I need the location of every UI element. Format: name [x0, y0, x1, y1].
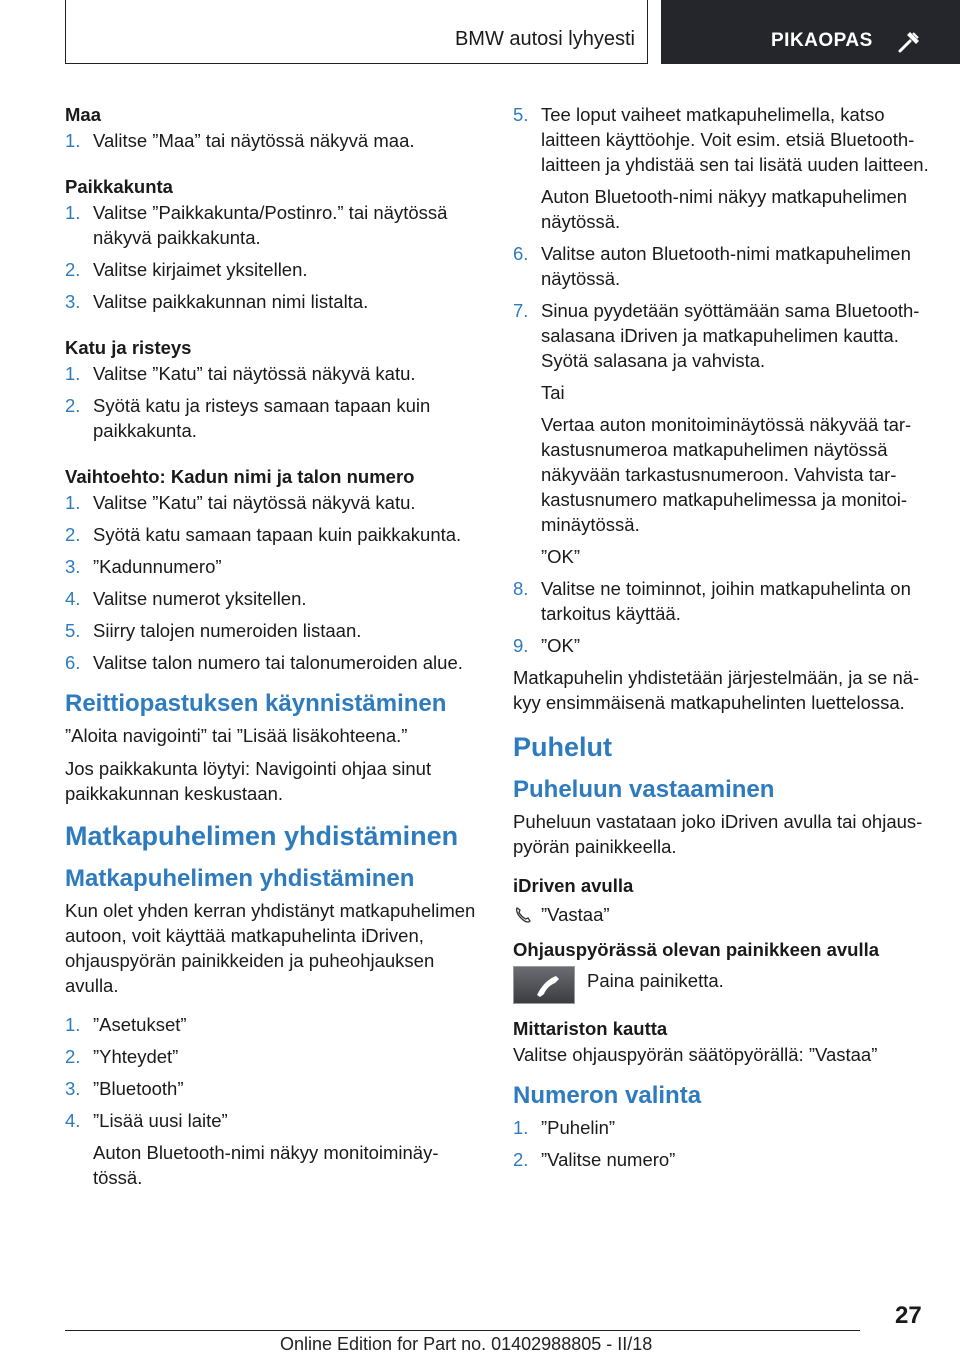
- paragraph: Puheluun vastataan joko iDriven avulla tai ohjauspyörän painikkeella.: [513, 811, 923, 857]
- wheel-action: Paina painiketta.: [587, 970, 724, 991]
- list-steps-8-9: [513, 576, 933, 658]
- list-item: 3. ”Bluetooth”: [65, 1078, 184, 1099]
- subheading-cluster: Mittariston kautta: [513, 1018, 668, 1039]
- list-maa: [65, 128, 477, 153]
- right-column: [513, 102, 933, 1179]
- phone-button-icon: [513, 966, 575, 1004]
- step-ok: ”OK”: [541, 546, 581, 567]
- list-item: 1. Valitse ”Katu” tai näytössä näkyvä katu.: [65, 492, 416, 513]
- step-or: Tai: [541, 382, 565, 403]
- heading-vastaaminen: Puheluun vastaaminen: [513, 776, 775, 803]
- subheading-katu: Katu ja risteys: [65, 337, 192, 358]
- paragraph: Kun olet yhden kerran yhdistänyt matkapuhelimen autoon, voit käyttää matkapuhelinta iDriven, ohjauspyörän painikkeiden ja puheohjauksen avulla.: [65, 900, 476, 996]
- heading-yhdistaminen: Matkapuhelimen yhdistäminen: [65, 865, 415, 892]
- list-item: 7. Sinua pyydetään syöttämään sama Bluetooth-salasana iDriven ja matkapuhelimen kautta. Syötä salasana ja vahvista.: [513, 300, 920, 371]
- subheading-wheel: Ohjauspyörässä olevan painikkeen avulla: [513, 939, 880, 960]
- list-item: 5. Tee loput vaiheet matkapuhelimella, katso laitteen käyttöohje. Voit esim. etsiä Bluetooth-laitteen ja yhdistää sen tai lisätä uuden laitteen.: [513, 104, 929, 175]
- list-item: 5. Siirry talojen numeroiden listaan.: [65, 620, 362, 641]
- list-paikkakunta: [65, 200, 477, 314]
- phone-icon: [513, 905, 533, 931]
- list-yhdistaminen: [65, 1012, 477, 1133]
- idrive-answer-row: ”Vastaa”: [513, 902, 933, 927]
- wheel-button-row: [513, 966, 933, 1008]
- footer-divider: [65, 1330, 860, 1331]
- tools-icon: [897, 28, 923, 59]
- list-steps-6-7: [513, 241, 933, 373]
- list-item: 2. Syötä katu samaan tapaan kuin paikkakunta.: [65, 524, 462, 545]
- list-item: 4. Valitse numerot yksitellen.: [65, 588, 307, 609]
- paragraph: ”Aloita navigointi” tai ”Lisää lisäkohteena.”: [65, 725, 408, 746]
- quick-guide-tab[interactable]: [661, 0, 960, 64]
- list-item: 3. Valitse paikkakunnan nimi listalta.: [65, 291, 369, 312]
- list-item: 9. ”OK”: [513, 635, 581, 656]
- list-item: 2. Syötä katu ja risteys samaan tapaan kuin paikkakunta.: [65, 395, 431, 441]
- list-item: 8. Valitse ne toiminnot, joihin matkapuhelinta on tarkoitus käyttää.: [513, 578, 911, 624]
- list-item: 2. Valitse kirjaimet yksitellen.: [65, 259, 308, 280]
- paragraph: Jos paikkakunta löytyi: Navigointi ohjaa sinut paikkakunnan keskustaan.: [65, 758, 432, 804]
- paragraph: Matkapuhelin yhdistetään järjestelmään, ja se näkyy ensimmäisenä matkapuhelinten luettelossa.: [513, 667, 920, 713]
- chapter-heading-yhdistaminen: Matkapuhelimen yhdistäminen: [65, 821, 459, 851]
- heading-numeron-valinta: Numeron valinta: [513, 1082, 702, 1109]
- heading-reittiopastus: Reittiopastuksen käynnistäminen: [65, 690, 447, 717]
- chapter-heading-puhelut: Puhelut: [513, 732, 612, 762]
- list-katu: [65, 361, 477, 443]
- list-steps-5: [513, 102, 933, 177]
- list-item: 3. ”Kadunnumero”: [65, 556, 222, 577]
- list-item: 1. Valitse ”Katu” tai näytössä näkyvä katu.: [65, 363, 416, 384]
- list-item: 4. ”Lisää uusi laite”: [65, 1110, 228, 1131]
- step-alt: Vertaa auton monitoiminäytössä näkyvää tarkastusnumeroa matkapuhelimen näytössä näkyvään tarkastusnumeroon. Vahvista tarkastusnumero matkapuhelimessa ja monitoiminäytössä.: [541, 414, 912, 535]
- tab-label: PIKAOPAS: [771, 30, 873, 51]
- list-item: 2. ”Valitse numero”: [513, 1149, 676, 1170]
- list-item: 6. Valitse talon numero tai talonumeroiden alue.: [65, 652, 463, 673]
- footer-edition: Online Edition for Part no. 01402988805 - II/18: [280, 1334, 653, 1354]
- list-item: 1. ”Asetukset”: [65, 1014, 187, 1035]
- list-item: 6. Valitse auton Bluetooth-nimi matkapuhelimen näytössä.: [513, 243, 911, 289]
- step-note: Auton Bluetooth-nimi näkyy matkapuhelimen näytössä.: [541, 186, 908, 232]
- subheading-maa: Maa: [65, 104, 101, 125]
- list-item: 1. ”Puhelin”: [513, 1117, 616, 1138]
- subheading-vaihtoehto: Vaihtoehto: Kadun nimi ja talon numero: [65, 466, 415, 487]
- section-title: BMW autosi lyhyesti: [454, 28, 635, 50]
- list-item: 1. Valitse ”Maa” tai näytössä näkyvä maa.: [65, 130, 415, 151]
- list-item: 1. Valitse ”Paikkakunta/Postinro.” tai näytössä näkyvä paikkakunta.: [65, 202, 448, 248]
- list-numero: [513, 1115, 933, 1172]
- page-number: 27: [895, 1302, 922, 1329]
- left-column: [65, 102, 477, 1197]
- paragraph: Valitse ohjauspyörän säätöpyörällä: ”Vastaa”: [513, 1044, 878, 1065]
- step-note: Auton Bluetooth-nimi näkyy monitoiminäytössä.: [93, 1142, 439, 1188]
- subheading-idrive: iDriven avulla: [513, 875, 634, 896]
- subheading-paikkakunta: Paikkakunta: [65, 176, 173, 197]
- list-vaihtoehto: [65, 490, 477, 675]
- list-item: 2. ”Yhteydet”: [65, 1046, 179, 1067]
